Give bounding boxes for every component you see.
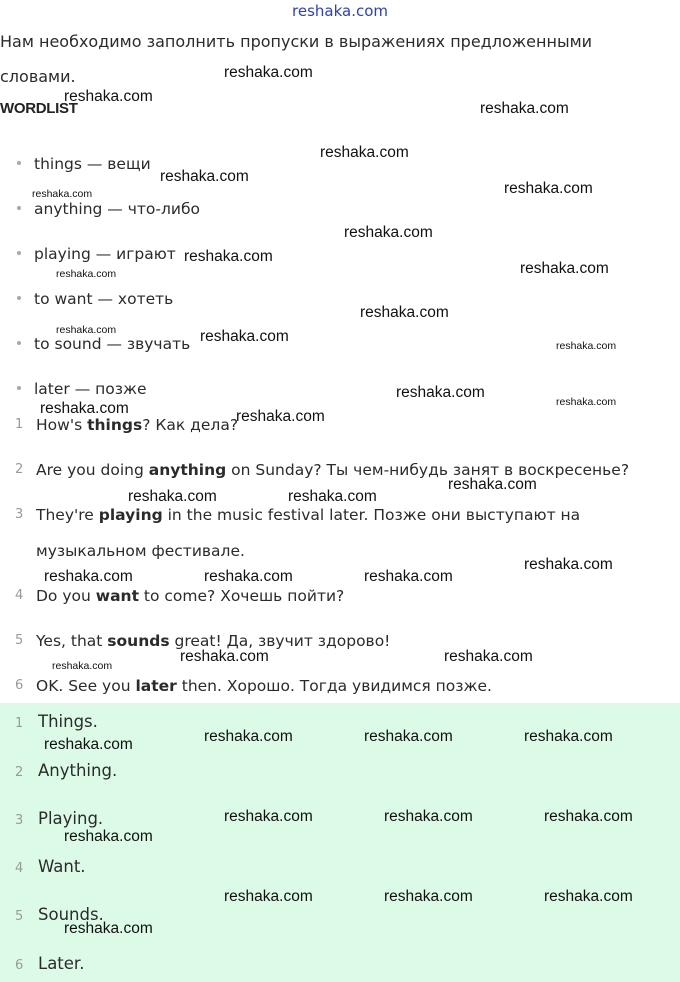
answer-text: Playing.: [38, 809, 104, 828]
key-word: things: [87, 416, 143, 434]
watermark: reshaka.com: [56, 268, 117, 280]
key-word: later: [135, 677, 177, 695]
bullet-icon: [17, 386, 21, 390]
exercise-number: 5: [15, 633, 24, 648]
watermark: reshaka.com: [384, 888, 473, 905]
watermark: reshaka.com: [396, 384, 485, 401]
exercise-number: 6: [15, 678, 24, 693]
watermark: reshaka.com: [224, 808, 313, 825]
answer-text: Things.: [38, 712, 98, 731]
watermark: reshaka.com: [448, 476, 537, 493]
answer-item: [15, 809, 103, 828]
wordlist-item: to want — хотеть: [17, 290, 173, 308]
key-word: want: [95, 587, 139, 605]
exercise-sentence: Yes, that sounds great! Да, звучит здорово!: [36, 632, 391, 650]
watermark: reshaka.com: [52, 660, 113, 672]
answer-number: 6: [15, 958, 24, 973]
exercise-number: 1: [15, 417, 24, 432]
exercise-item: [15, 623, 655, 659]
wordlist-title: WORDLIST: [0, 100, 78, 117]
watermark: reshaka.com: [556, 396, 617, 408]
watermark: reshaka.com: [224, 888, 313, 905]
watermark: reshaka.com: [364, 728, 453, 745]
watermark: reshaka.com: [32, 188, 93, 200]
exercise-sentence: Do you want to come? Хочешь пойти?: [36, 587, 345, 605]
exercise-number: 4: [15, 588, 24, 603]
watermark: reshaka.com: [224, 64, 313, 81]
bullet-icon: [17, 161, 21, 165]
wordlist-item: things — вещи: [17, 155, 151, 173]
watermark: reshaka.com: [556, 340, 617, 352]
key-word: playing: [98, 506, 163, 524]
watermark: reshaka.com: [160, 168, 249, 185]
watermark: reshaka.com: [344, 224, 433, 241]
watermark: reshaka.com: [40, 400, 129, 417]
watermark: reshaka.com: [64, 828, 153, 845]
wordlist-item: to sound — звучать: [17, 335, 190, 353]
answer-number: 5: [15, 909, 24, 924]
answer-item: [15, 712, 98, 731]
answer-text: Sounds.: [38, 905, 104, 924]
bullet-icon: [17, 341, 21, 345]
exercise-sentence: They're playing in the music festival later. Позже они выступают на музыкальном фестивале.: [36, 506, 581, 560]
watermark: reshaka.com: [236, 408, 325, 425]
watermark: reshaka.com: [520, 260, 609, 277]
exercise-item: [15, 668, 655, 704]
watermark: reshaka.com: [64, 88, 153, 105]
watermark: reshaka.com: [524, 728, 613, 745]
answer-text: Want.: [38, 857, 86, 876]
exercise-item: [15, 452, 655, 488]
answer-number: 3: [15, 813, 24, 828]
exercise-number: 3: [15, 507, 24, 522]
answer-text: Later.: [38, 954, 85, 973]
answer-number: 1: [15, 716, 24, 731]
watermark: reshaka.com: [200, 328, 289, 345]
exercise-number: 2: [15, 462, 24, 477]
watermark: reshaka.com: [320, 144, 409, 161]
key-word: anything: [148, 461, 227, 479]
watermark: reshaka.com: [204, 568, 293, 585]
watermark: reshaka.com: [288, 488, 377, 505]
answer-item: [15, 857, 86, 876]
bullet-icon: [17, 206, 21, 210]
watermark: reshaka.com: [480, 100, 569, 117]
bullet-icon: [17, 251, 21, 255]
answer-item: [15, 761, 117, 780]
watermark: reshaka.com: [128, 488, 217, 505]
answer-number: 4: [15, 861, 24, 876]
watermark: reshaka.com: [44, 736, 133, 753]
wordlist-item: anything — что-либо: [17, 200, 200, 218]
watermark: reshaka.com: [504, 180, 593, 197]
watermark: reshaka.com: [384, 808, 473, 825]
answer-number: 2: [15, 765, 24, 780]
bullet-icon: [17, 296, 21, 300]
exercise-sentence: Are you doing anything on Sunday? Ты чем-нибудь занят в воскресенье?: [36, 461, 630, 479]
watermark: reshaka.com: [64, 920, 153, 937]
watermark: reshaka.com: [180, 648, 269, 665]
watermark: reshaka.com: [524, 556, 613, 573]
key-word: sounds: [107, 632, 170, 650]
site-header-link[interactable]: reshaka.com: [292, 2, 388, 20]
watermark: reshaka.com: [544, 888, 633, 905]
answer-text: Anything.: [38, 761, 118, 780]
watermark: reshaka.com: [184, 248, 273, 265]
wordlist-item: later — позже: [17, 380, 147, 398]
watermark: reshaka.com: [444, 648, 533, 665]
watermark: reshaka.com: [544, 808, 633, 825]
watermark: reshaka.com: [204, 728, 293, 745]
exercise-sentence: How's things? Как дела?: [36, 416, 239, 434]
watermark: reshaka.com: [360, 304, 449, 321]
wordlist-item: playing — играют: [17, 245, 176, 263]
intro-text: Нам необходимо заполнить пропуски в выражениях предложенными словами.: [0, 32, 593, 86]
watermark: reshaka.com: [44, 568, 133, 585]
watermark: reshaka.com: [56, 324, 117, 336]
exercise-sentence: OK. See you later then. Хорошо. Тогда увидимся позже.: [36, 677, 492, 695]
watermark: reshaka.com: [364, 568, 453, 585]
answer-item: [15, 954, 84, 973]
